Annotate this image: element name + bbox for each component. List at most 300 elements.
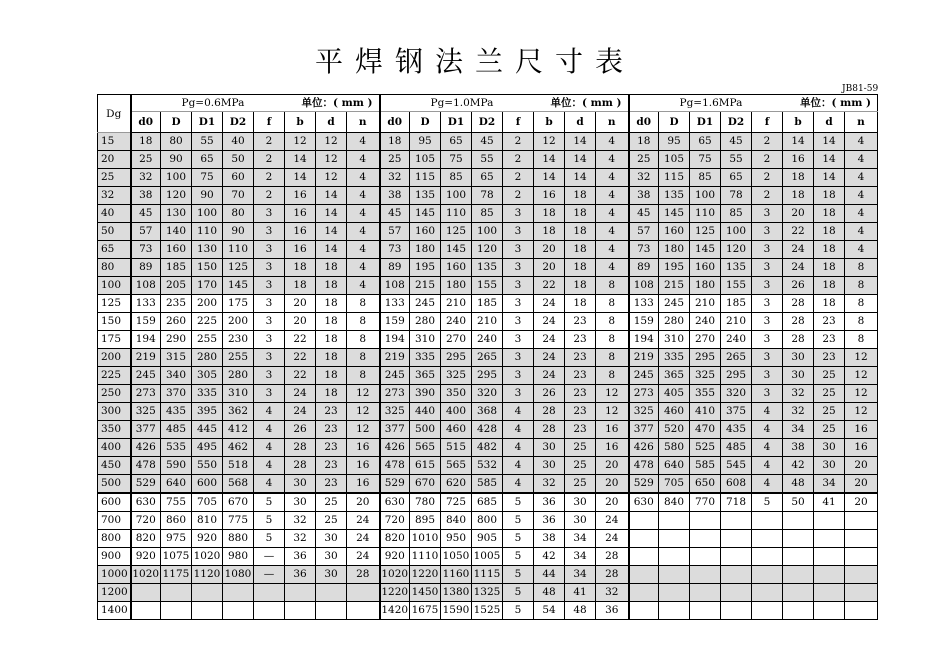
table-row	[98, 151, 878, 169]
value-cell: 18	[316, 367, 347, 385]
value-cell: 4	[845, 187, 878, 205]
value-cell: 18	[814, 241, 845, 259]
value-cell: 210	[441, 295, 472, 313]
value-cell: 14	[316, 205, 347, 223]
value-cell: 5	[503, 602, 534, 620]
value-cell: 26	[783, 277, 814, 295]
dg-cell: 350	[98, 421, 131, 439]
value-cell: 5	[503, 530, 534, 548]
value-cell: 85	[690, 169, 721, 187]
unit-label: 单位：( mm )	[800, 97, 871, 109]
value-cell: 195	[659, 259, 690, 277]
value-cell: 75	[441, 151, 472, 169]
value-cell: —	[254, 548, 285, 566]
value-cell: 3	[503, 367, 534, 385]
table-row	[98, 584, 878, 602]
value-cell: 28	[534, 403, 565, 421]
value-cell: 18	[534, 223, 565, 241]
table-row	[98, 259, 878, 277]
value-cell: 5	[503, 584, 534, 602]
value-cell: 462	[223, 439, 254, 457]
value-cell: 18	[131, 133, 161, 151]
value-cell: 16	[845, 439, 878, 457]
value-cell: 3	[503, 205, 534, 223]
value-cell: 980	[223, 548, 254, 566]
value-cell: 133	[629, 295, 659, 313]
value-cell: 1220	[380, 584, 410, 602]
value-cell: 8	[596, 367, 629, 385]
dg-cell: 800	[98, 530, 131, 548]
value-cell: 4	[503, 457, 534, 475]
value-cell	[721, 548, 752, 566]
value-cell: 48	[534, 584, 565, 602]
value-cell: 18	[814, 223, 845, 241]
value-cell: 310	[223, 385, 254, 403]
value-cell: 145	[441, 241, 472, 259]
value-cell: 3	[752, 385, 783, 403]
value-cell	[783, 548, 814, 566]
value-cell: 41	[565, 584, 596, 602]
value-cell: 20	[845, 457, 878, 475]
value-cell	[814, 584, 845, 602]
value-cell: 14	[316, 187, 347, 205]
value-cell: 705	[192, 493, 223, 512]
value-cell: 24	[783, 241, 814, 259]
value-cell: 3	[254, 367, 285, 385]
column-header-d1: D1	[690, 112, 721, 133]
table-row	[98, 295, 878, 313]
value-cell	[845, 584, 878, 602]
value-cell: 12	[845, 367, 878, 385]
column-header-b: b	[285, 112, 316, 133]
value-cell: 895	[410, 512, 441, 530]
value-cell: 25	[565, 457, 596, 475]
value-cell: 8	[596, 331, 629, 349]
value-cell: 5	[752, 493, 783, 512]
value-cell: 20	[347, 493, 380, 512]
value-cell: 28	[596, 548, 629, 566]
value-cell	[131, 602, 161, 620]
value-cell: 1115	[472, 566, 503, 584]
value-cell	[347, 602, 380, 620]
value-cell	[721, 602, 752, 620]
value-cell: 4	[347, 223, 380, 241]
value-cell: 110	[690, 205, 721, 223]
value-cell: 8	[596, 295, 629, 313]
value-cell: 115	[659, 169, 690, 187]
value-cell: 650	[690, 475, 721, 494]
value-cell: 3	[254, 241, 285, 259]
value-cell: 80	[161, 133, 192, 151]
value-cell: 14	[534, 151, 565, 169]
value-cell: 12	[316, 169, 347, 187]
value-cell: 470	[690, 421, 721, 439]
value-cell: 240	[441, 313, 472, 331]
value-cell: 145	[659, 205, 690, 223]
dg-cell: 700	[98, 512, 131, 530]
value-cell: 3	[254, 385, 285, 403]
value-cell: 14	[565, 133, 596, 151]
value-cell: 12	[845, 349, 878, 367]
value-cell: 110	[223, 241, 254, 259]
value-cell	[845, 566, 878, 584]
value-cell: 1005	[472, 548, 503, 566]
value-cell: 41	[814, 493, 845, 512]
value-cell: 30	[565, 512, 596, 530]
value-cell	[783, 512, 814, 530]
value-cell: 14	[783, 133, 814, 151]
dg-cell: 200	[98, 349, 131, 367]
value-cell: 12	[347, 403, 380, 421]
table-row	[98, 169, 878, 187]
value-cell: 18	[814, 187, 845, 205]
value-cell: 295	[690, 349, 721, 367]
value-cell: 355	[690, 385, 721, 403]
value-cell: 108	[380, 277, 410, 295]
column-header-d: d	[565, 112, 596, 133]
value-cell: 4	[596, 259, 629, 277]
value-cell	[752, 602, 783, 620]
value-cell: 108	[629, 277, 659, 295]
value-cell: 3	[254, 259, 285, 277]
value-cell: 23	[565, 349, 596, 367]
value-cell	[161, 584, 192, 602]
value-cell	[783, 566, 814, 584]
value-cell	[659, 548, 690, 566]
pressure-rating-label: Pg=1.0MPa	[430, 97, 494, 109]
value-cell: 608	[721, 475, 752, 494]
value-cell: 30	[316, 530, 347, 548]
value-cell: 24	[596, 512, 629, 530]
value-cell: 4	[254, 421, 285, 439]
value-cell: 8	[845, 313, 878, 331]
flange-dimension-table	[97, 94, 878, 620]
value-cell: 4	[845, 169, 878, 187]
value-cell: 240	[472, 331, 503, 349]
value-cell: 3	[503, 313, 534, 331]
value-cell: 410	[690, 403, 721, 421]
value-cell: 55	[192, 133, 223, 151]
value-cell: 273	[629, 385, 659, 403]
value-cell: 4	[347, 169, 380, 187]
value-cell: 3	[503, 385, 534, 403]
value-cell: 8	[845, 295, 878, 313]
column-header-b: b	[783, 112, 814, 133]
dg-cell: 250	[98, 385, 131, 403]
dg-header: Dg	[98, 95, 131, 133]
value-cell: 25	[814, 385, 845, 403]
value-cell: 4	[596, 151, 629, 169]
value-cell: 1020	[131, 566, 161, 584]
value-cell: 4	[596, 223, 629, 241]
value-cell: 240	[690, 313, 721, 331]
value-cell: 460	[659, 403, 690, 421]
value-cell: 1120	[192, 566, 223, 584]
value-cell: 245	[629, 367, 659, 385]
value-cell: 3	[503, 259, 534, 277]
value-cell: 38	[783, 439, 814, 457]
value-cell: 32	[596, 584, 629, 602]
value-cell: 2	[503, 133, 534, 151]
value-cell: 280	[192, 349, 223, 367]
value-cell	[254, 584, 285, 602]
value-cell: 230	[223, 331, 254, 349]
value-cell	[254, 602, 285, 620]
value-cell: 85	[441, 169, 472, 187]
pressure-rating-label: Pg=0.6MPa	[181, 97, 245, 109]
value-cell	[814, 512, 845, 530]
table-row	[98, 331, 878, 349]
value-cell: 28	[783, 313, 814, 331]
value-cell: 100	[721, 223, 752, 241]
value-cell: 30	[534, 439, 565, 457]
value-cell: 75	[690, 151, 721, 169]
value-cell: 78	[721, 187, 752, 205]
column-header-f: f	[503, 112, 534, 133]
value-cell: 34	[783, 421, 814, 439]
value-cell: 145	[690, 241, 721, 259]
value-cell: 125	[690, 223, 721, 241]
value-cell: 775	[223, 512, 254, 530]
value-cell: 4	[596, 205, 629, 223]
value-cell: 65	[721, 169, 752, 187]
value-cell: 640	[659, 457, 690, 475]
column-header-d2: D2	[721, 112, 752, 133]
value-cell: 16	[285, 223, 316, 241]
value-cell	[161, 602, 192, 620]
value-cell	[845, 602, 878, 620]
dg-cell: 65	[98, 241, 131, 259]
value-cell: 100	[161, 169, 192, 187]
value-cell: 1010	[410, 530, 441, 548]
value-cell: 140	[161, 223, 192, 241]
value-cell: 495	[192, 439, 223, 457]
value-cell: 255	[223, 349, 254, 367]
table-row	[98, 241, 878, 259]
value-cell: 1050	[441, 548, 472, 566]
value-cell: 435	[721, 421, 752, 439]
value-cell: 185	[721, 295, 752, 313]
value-cell: 8	[347, 313, 380, 331]
value-cell	[659, 602, 690, 620]
value-cell: 90	[192, 187, 223, 205]
value-cell: 529	[629, 475, 659, 494]
value-cell: 3	[752, 295, 783, 313]
value-cell: 38	[131, 187, 161, 205]
table-row	[98, 457, 878, 475]
value-cell: 32	[783, 403, 814, 421]
value-cell	[690, 584, 721, 602]
value-cell: 950	[441, 530, 472, 548]
value-cell	[659, 584, 690, 602]
value-cell: 3	[752, 367, 783, 385]
value-cell: 3	[254, 313, 285, 331]
value-cell: 23	[565, 421, 596, 439]
value-cell: 3	[752, 223, 783, 241]
value-cell: 235	[161, 295, 192, 313]
value-cell: 18	[814, 277, 845, 295]
value-cell: 38	[629, 187, 659, 205]
value-cell: 245	[380, 367, 410, 385]
value-cell: 460	[441, 421, 472, 439]
column-header-d: D	[410, 112, 441, 133]
table-row	[98, 367, 878, 385]
value-cell: 32	[285, 512, 316, 530]
value-cell: 3	[503, 349, 534, 367]
value-cell: 820	[131, 530, 161, 548]
value-cell: 20	[845, 475, 878, 494]
value-cell: 12	[347, 385, 380, 403]
value-cell: 25	[131, 151, 161, 169]
value-cell: 440	[410, 403, 441, 421]
value-cell: 3	[752, 259, 783, 277]
value-cell: 210	[690, 295, 721, 313]
value-cell: 155	[721, 277, 752, 295]
value-cell: 108	[131, 277, 161, 295]
value-cell: 426	[380, 439, 410, 457]
value-cell: 28	[285, 457, 316, 475]
value-cell: 135	[410, 187, 441, 205]
value-cell: 4	[503, 439, 534, 457]
value-cell: 78	[472, 187, 503, 205]
value-cell: 14	[316, 241, 347, 259]
value-cell: 180	[410, 241, 441, 259]
value-cell: 8	[347, 349, 380, 367]
value-cell: 3	[503, 277, 534, 295]
value-cell: 65	[441, 133, 472, 151]
value-cell: 720	[131, 512, 161, 530]
value-cell	[690, 512, 721, 530]
value-cell: 5	[254, 530, 285, 548]
value-cell: 57	[131, 223, 161, 241]
value-cell: 4	[254, 403, 285, 421]
value-cell	[783, 584, 814, 602]
value-cell: 585	[690, 457, 721, 475]
value-cell: 5	[503, 512, 534, 530]
value-cell	[131, 584, 161, 602]
page-title: 平焊钢法兰尺寸表	[314, 45, 635, 78]
value-cell: 245	[410, 295, 441, 313]
value-cell: 273	[380, 385, 410, 403]
value-cell: 20	[596, 457, 629, 475]
value-cell: 36	[596, 602, 629, 620]
dg-cell: 175	[98, 331, 131, 349]
value-cell: 3	[503, 295, 534, 313]
value-cell: 565	[410, 439, 441, 457]
value-cell: 12	[316, 133, 347, 151]
value-cell: 426	[131, 439, 161, 457]
table-row	[98, 205, 878, 223]
value-cell: 3	[752, 313, 783, 331]
value-cell: 1160	[441, 566, 472, 584]
value-cell: 529	[380, 475, 410, 494]
column-header-d2: D2	[223, 112, 254, 133]
table-row	[98, 133, 878, 151]
value-cell	[814, 602, 845, 620]
value-cell: 4	[347, 205, 380, 223]
value-cell: 89	[629, 259, 659, 277]
value-cell: 105	[659, 151, 690, 169]
column-header-f: f	[254, 112, 285, 133]
value-cell: 24	[347, 512, 380, 530]
value-cell: 390	[410, 385, 441, 403]
dg-cell: 1200	[98, 584, 131, 602]
value-cell: 12	[285, 133, 316, 151]
value-cell: 4	[596, 187, 629, 205]
value-cell: 295	[721, 367, 752, 385]
value-cell: 20	[285, 295, 316, 313]
value-cell: 55	[472, 151, 503, 169]
dg-cell: 225	[98, 367, 131, 385]
value-cell: 23	[316, 457, 347, 475]
value-cell: 840	[659, 493, 690, 512]
value-cell: 5	[254, 493, 285, 512]
value-cell: 16	[783, 151, 814, 169]
value-cell: 65	[690, 133, 721, 151]
value-cell: 377	[629, 421, 659, 439]
value-cell: 219	[629, 349, 659, 367]
value-cell: 375	[721, 403, 752, 421]
value-cell: 8	[596, 277, 629, 295]
value-cell: 8	[347, 367, 380, 385]
value-cell	[316, 584, 347, 602]
value-cell: 600	[192, 475, 223, 494]
value-cell: 24	[534, 295, 565, 313]
dg-cell: 150	[98, 313, 131, 331]
value-cell: 32	[783, 385, 814, 403]
dg-cell: 32	[98, 187, 131, 205]
table-row	[98, 602, 878, 620]
value-cell: 24	[285, 403, 316, 421]
value-cell: 23	[316, 475, 347, 494]
value-cell: 120	[472, 241, 503, 259]
table-row	[98, 421, 878, 439]
value-cell: 34	[565, 530, 596, 548]
value-cell: 32	[534, 475, 565, 494]
value-cell: 185	[472, 295, 503, 313]
value-cell: 20	[534, 241, 565, 259]
value-cell: 4	[752, 403, 783, 421]
value-cell: 219	[380, 349, 410, 367]
value-cell: 580	[659, 439, 690, 457]
value-cell: 100	[472, 223, 503, 241]
value-cell: 14	[565, 169, 596, 187]
value-cell: 219	[131, 349, 161, 367]
value-cell: 310	[659, 331, 690, 349]
value-cell: 225	[192, 313, 223, 331]
dg-cell: 500	[98, 475, 131, 494]
value-cell	[659, 530, 690, 548]
table-row	[98, 530, 878, 548]
value-cell: 8	[845, 331, 878, 349]
value-cell: 18	[629, 133, 659, 151]
value-cell	[690, 602, 721, 620]
dg-cell: 80	[98, 259, 131, 277]
value-cell	[814, 548, 845, 566]
value-cell: 4	[254, 475, 285, 494]
table-row	[98, 313, 878, 331]
value-cell: 280	[410, 313, 441, 331]
value-cell: 365	[659, 367, 690, 385]
value-cell: 95	[410, 133, 441, 151]
value-cell: 215	[410, 277, 441, 295]
value-cell: 445	[192, 421, 223, 439]
value-cell: 180	[659, 241, 690, 259]
table-row	[98, 385, 878, 403]
value-cell: 18	[783, 187, 814, 205]
value-cell: 22	[534, 277, 565, 295]
value-cell: 280	[659, 313, 690, 331]
